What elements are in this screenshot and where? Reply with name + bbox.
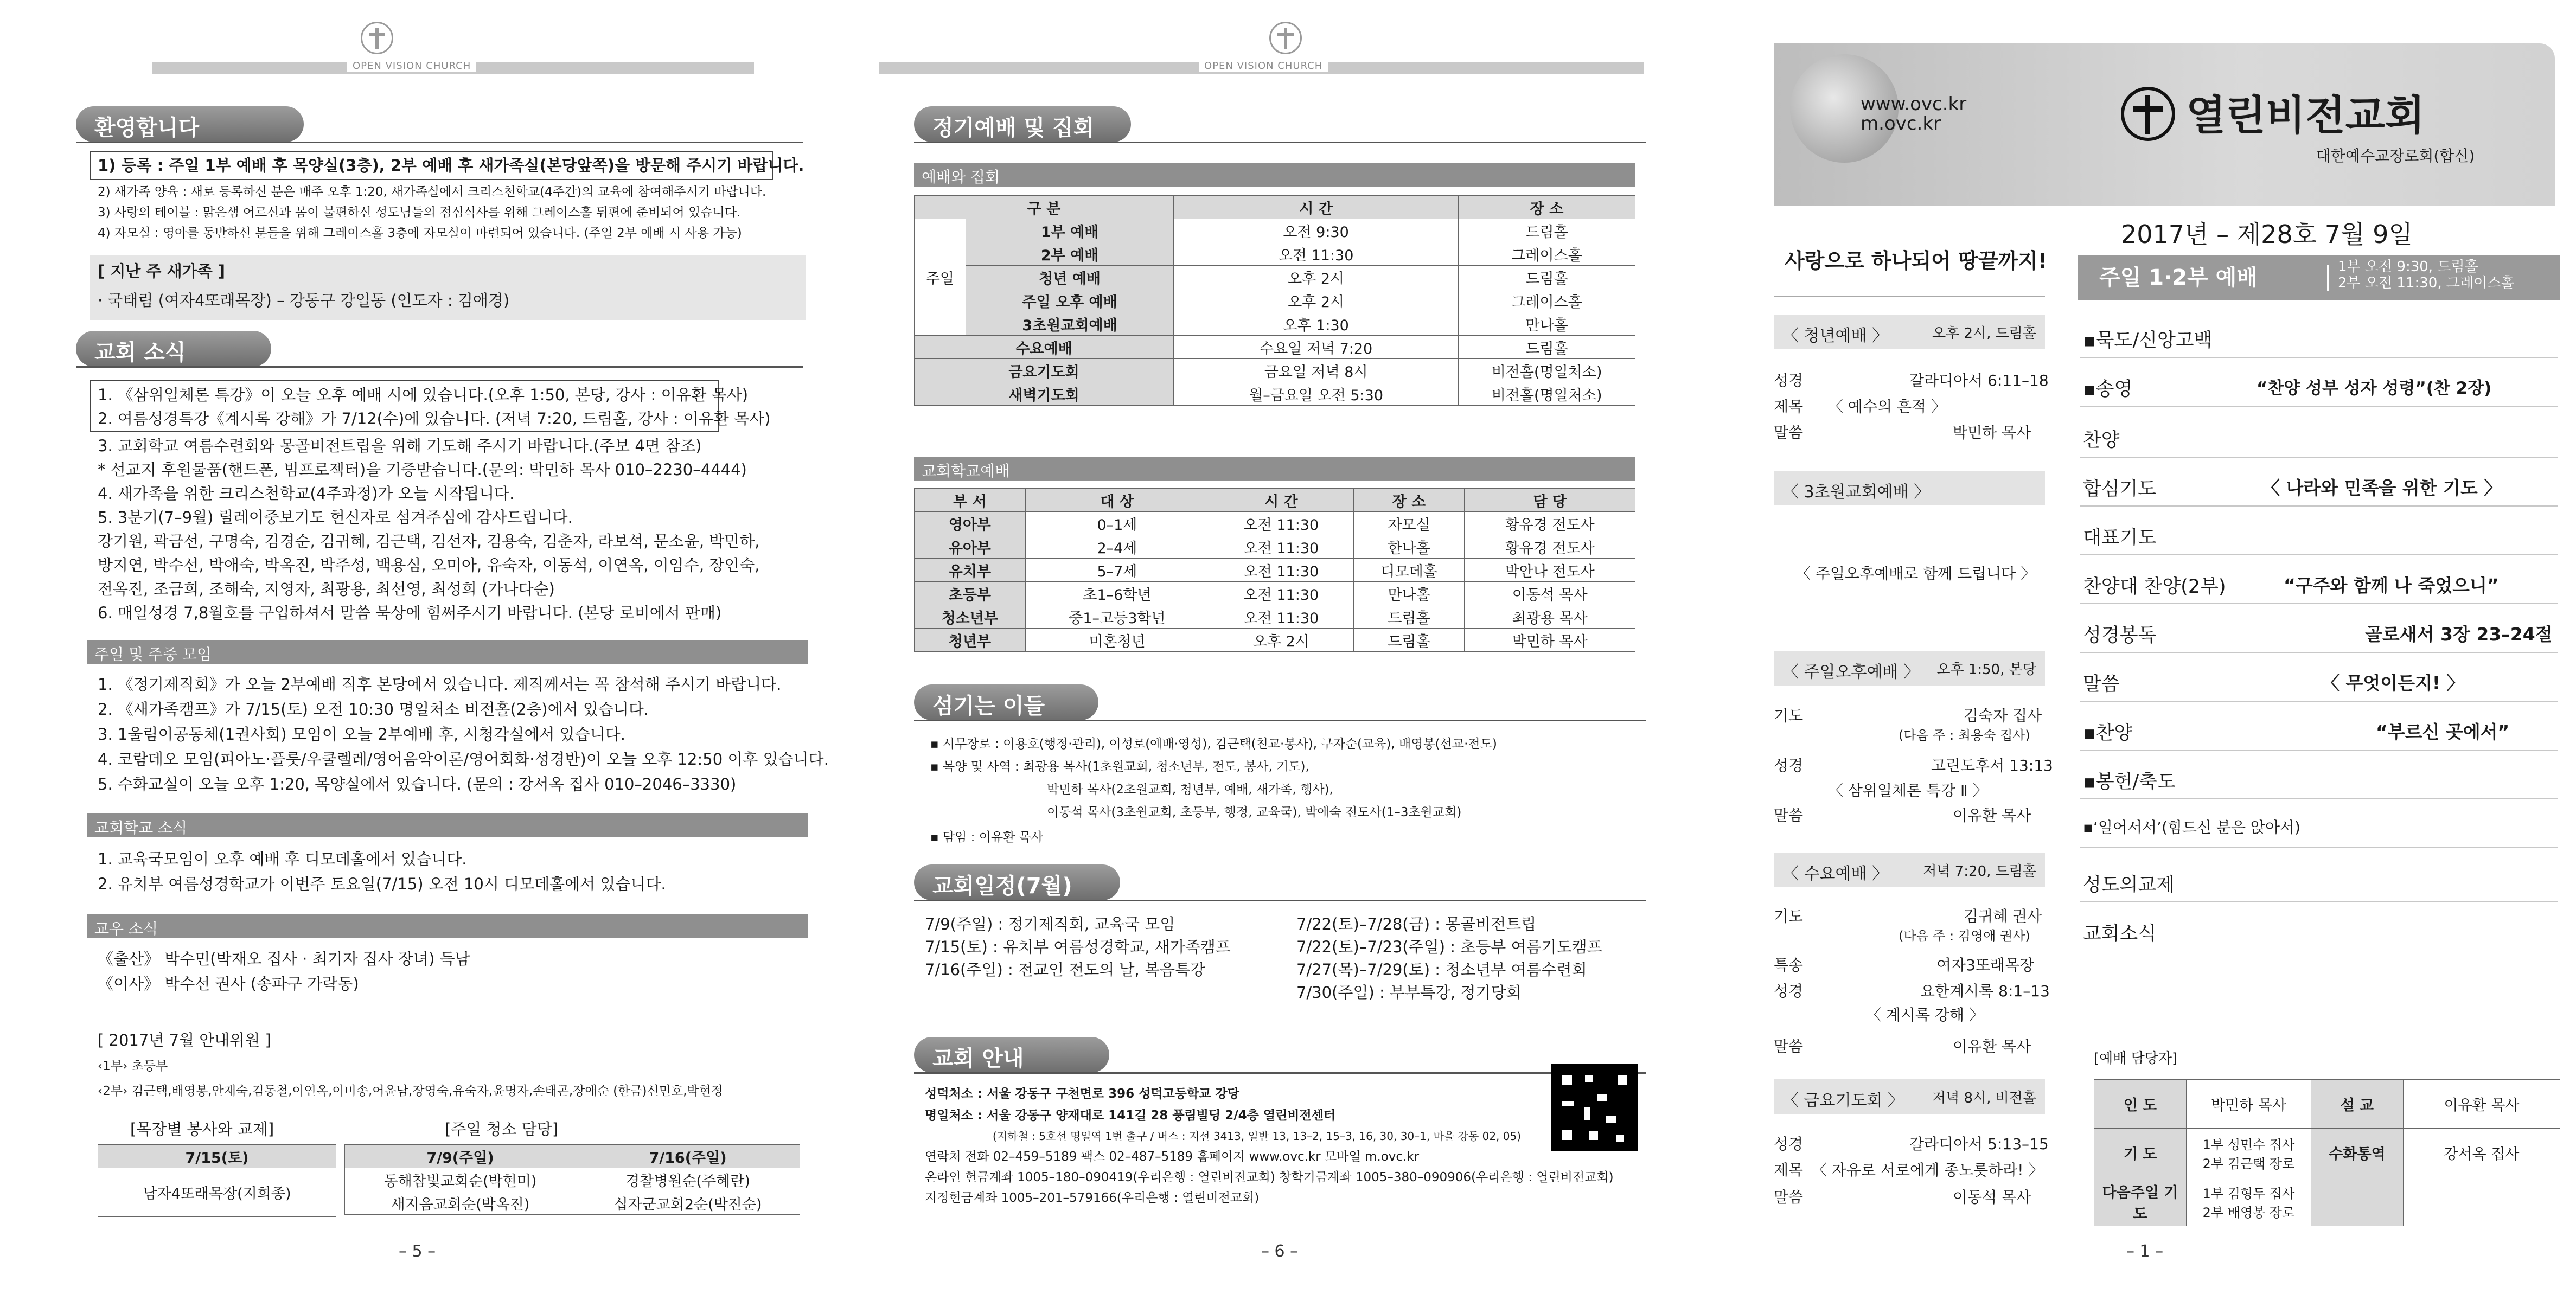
clean-value: 동해참빛교회순(박현미) [345,1168,576,1191]
schedule-item: 7/22(토)–7/28(금) : 몽골비전트립 [1296,915,1537,933]
info-3: (지하철 : 5호선 명일역 1번 출구 / 버스 : 지선 3413, 일반 13, 13–2, 15–3, 16, 30, 30–1, 마을 강동 02, 05) [993,1130,1522,1143]
line-value: 〈 자유로 서로에게 종노릇하라! 〉 [1812,1161,2044,1179]
divider [2080,603,2558,604]
line-value: 이유환 목사 [1953,1037,2031,1055]
info-6: 지정헌금계좌 1005–201–579166(우리은행 : 열린비전교회) [925,1191,1260,1205]
divider [2080,750,2558,751]
line-label: 성경 [1774,757,1804,774]
schedule-item: 7/30(주일) : 부부특강, 정기당회 [1296,983,1522,1002]
info-5: 온라인 헌금계좌 1005–180–090419(우리은행 : 열린비전교회) 창학기금계좌 1005–380–090906(우리은행 : 열린비전교회) [925,1170,1614,1184]
news-5-names-1: 강기원, 곽금선, 구명숙, 김경순, 김귀혜, 김근택, 김선자, 김용숙, 김춘자, 라보석, 문소윤, 박민하, [98,532,760,550]
servers-1: ▪ 시무장로 : 이용호(행정·관리), 이성로(예배·영성), 김근택(친교·봉사), 구자순(교육), 배영봉(선교·전도) [930,737,1497,751]
school-table [914,488,1635,652]
meeting-1: 1. 《정기제직회》가 오늘 2부예배 직후 본당에서 있습니다. 제직께서는 꼭 참석해 주시기 바랍니다. [98,675,782,694]
staff-role [2311,1177,2404,1226]
staff-role: 인 도 [2094,1080,2187,1129]
guide-2: ‹2부› 김근택,배영봉,안재숙,김동철,이연옥,이미송,어윤남,장영숙,유숙자,윤명자,손태곤,장애순 (한금)신민호,박현정 [98,1084,724,1098]
info-4: 연락처 전화 02–459–5189 팩스 02–487–5189 홈페이지 www.ovc.kr 모바일 m.ovc.kr [925,1150,1420,1164]
order-item: 대표기도 [2083,527,2157,549]
serve-title: [목장별 봉사와 교제] [130,1120,274,1138]
clean-value: 새지음교회순(박옥진) [345,1191,576,1215]
line-label: 성경 [1774,982,1804,1000]
target: 초1–6학년 [1025,582,1209,605]
service-place: 그레이스홀 [1459,242,1635,266]
dept: 유아부 [915,535,1026,559]
serve-value: 남자4또래목장(지희종) [98,1168,336,1217]
section-rule [76,142,803,143]
time: 오전 11:30 [1209,535,1354,559]
school-news-1: 1. 교육국모임이 오후 예배 후 디모데홀에서 있습니다. [98,850,467,868]
line-value: 〈 주일오후예배로 함께 드립니다 〉 [1795,565,2036,582]
section-rule [914,900,1646,901]
section-title-schedule: 교회일정(7월) [914,864,1120,900]
service-name: 3초원교회예배 [966,312,1174,336]
issue-date: 2017년 – 제28호 7월 9일 [2121,220,2413,249]
divider [2080,406,2558,407]
divider [2080,652,2558,653]
col-head: 장 소 [1353,489,1465,512]
section-title-servers: 섬기는 이들 [914,684,1098,720]
service-place: 드림홀 [1459,266,1635,289]
church-logo-icon [1269,22,1302,54]
clean-value: 십자군교회2순(박진순) [576,1191,800,1215]
servers-4: 이동석 목사(3초원교회, 초등부, 행정, 교육국), 박애숙 전도사(1–3초원교회) [1047,805,1462,819]
url-1[interactable]: www.ovc.kr [1861,93,1967,115]
line-label: 말씀 [1774,424,1804,441]
section-title-welcome: 환영합니다 [76,106,304,142]
member-news-1: 《출산》 박수민(박재오 집사 · 최기자 집사 장녀) 득남 [98,950,470,968]
order-detail: 〈 무엇이든지! 〉 [2322,672,2465,694]
section-rule [76,366,803,368]
time: 오전 11:30 [1209,605,1354,629]
col-head: 시 간 [1174,196,1459,219]
service-time: 오전 9:30 [1174,219,1459,242]
welcome-4: 4) 자모실 : 영아를 동반하신 분들을 위해 그레이스홀 3층에 자모실이 마련되어 있습니다. (주일 2부 예배 시 사용 가능) [98,226,742,240]
page-5 [0,0,862,1294]
line-label: 제목 [1774,1161,1804,1179]
section-heading: 〈 금요기도회 〉 [1782,1091,1904,1110]
line-value: 김숙자 집사 [1964,707,2042,725]
place: 드림홀 [1353,605,1465,629]
afternoon-service-head [1774,651,2045,686]
line-label: 성경 [1774,1135,1804,1153]
clean-date-2: 7/16(주일) [576,1145,800,1168]
worship-table [914,195,1635,406]
dept: 청년부 [915,629,1026,652]
service-place: 드림홀 [1459,219,1635,242]
service-title: 주일 1·2부 예배 [2099,265,2258,290]
divider [2080,357,2558,358]
col-head: 대 상 [1025,489,1209,512]
divider [2080,554,2558,555]
church-name: 열린비전교회 [2186,91,2425,139]
line-label: 성경 [1774,371,1804,389]
time: 오전 11:30 [1209,512,1354,535]
youth-service-head [1774,315,2045,349]
meeting-5: 5. 수화교실이 오늘 오후 1:20, 목양실에서 있습니다. (문의 : 강서옥 집사 010–2046–3330) [98,775,737,793]
divider [2080,901,2558,902]
target: 중1–고등3학년 [1025,605,1209,629]
service-name: 2부 예배 [966,242,1174,266]
section-heading: 〈 주일오후예배 〉 [1782,663,1920,682]
section-heading: 〈 수요예배 〉 [1782,864,1888,883]
col-head: 구 분 [915,196,1174,219]
divider [2080,798,2558,799]
friday-prayer-head [1774,1079,2045,1114]
news-6: 6. 매일성경 7,8월호를 구입하셔서 말씀 묵상에 힘써주시기 바랍니다. (본당 로비에서 판매) [98,604,722,622]
news-5-names-2: 방지연, 박수선, 박애숙, 박옥진, 박주성, 백용심, 오미아, 유숙자, 이동석, 이연옥, 이임수, 장인숙, [98,556,760,574]
section-meta: 오후 1:50, 본당 [1936,662,2036,678]
page-number: – 6 – [1261,1242,1299,1261]
section-title-worship: 정기예배 및 집회 [914,106,1131,142]
line-label: 기도 [1774,907,1804,925]
order-detail: 〈 나라와 민족을 위한 기도 〉 [2262,477,2502,498]
newfamily-entry: · 국태림 (여자4또래목장) – 강동구 강일동 (인도자 : 김애경) [98,291,510,310]
time: 오후 2시 [1209,629,1354,652]
line-value: 이동석 목사 [1953,1188,2031,1206]
order-item: 말씀 [2083,674,2120,695]
order-item: ▪송영 [2083,379,2133,400]
section-rule [914,720,1646,721]
service-time: 오후 2시 [1174,266,1459,289]
section-title-news: 교회 소식 [76,331,271,367]
wednesday-service-head [1774,853,2045,887]
subsection-school: 교회학교 소식 [87,813,808,837]
service-name: 새벽기도회 [915,382,1174,406]
news-5: 5. 3분기(7–9월) 릴레이중보기도 헌신자로 섬겨주심에 감사드립니다. [98,508,573,527]
order-item: 교회소식 [2083,923,2157,945]
service-name: 수요예배 [915,336,1174,359]
slogan: 사랑으로 하나되어 땅끝까지! [1785,249,2048,273]
service-place: 만나홀 [1459,312,1635,336]
schedule-item: 7/22(토)–7/23(주일) : 초등부 여름기도캠프 [1296,938,1602,956]
col-head: 담 당 [1465,489,1635,512]
subsection-worship: 예배와 집회 [914,163,1635,187]
target: 미혼청년 [1025,629,1209,652]
service-name: 청년 예배 [966,266,1174,289]
line-value: 요한계시록 8:1–13 [1920,982,2050,1000]
order-item: 찬양대 찬양(2부) [2083,576,2226,598]
dept: 유치부 [915,559,1026,582]
page-number: – 5 – [399,1242,436,1261]
staff-name: 강서옥 집사 [2404,1129,2560,1177]
member-news-2: 《이사》 박수선 권사 (송파구 가락동) [98,975,359,993]
order-item: 성도의교제 [2083,874,2175,896]
service-time: 수요일 저녁 7:20 [1174,336,1459,359]
news-3: 3. 교회학교 여름수련회와 몽골비전트립을 위해 기도해 주시기 바랍니다.(주보 4면 참조) [98,437,702,455]
order-detail: “부르신 곳에서” [2376,721,2510,742]
church-logo-icon [361,22,393,54]
top-rule [152,62,754,74]
serve-date: 7/15(토) [98,1145,336,1168]
schedule-item: 7/9(주일) : 정기제직회, 교육국 모임 [925,915,1175,933]
order-detail: 골로새서 3장 23–24절 [2365,624,2553,645]
divider [2080,505,2558,507]
leader: 이동석 목사 [1465,582,1635,605]
line-label: 제목 [1774,398,1804,415]
news-3-note: * 선교지 후원물품(핸드폰, 빔프로젝터)을 기증받습니다.(문의: 박민하 목사 010–2230–4444) [98,460,747,479]
service-name: 1부 예배 [966,219,1174,242]
service-time: 오전 11:30 [1174,242,1459,266]
servers-3: 박민하 목사(2초원교회, 청년부, 예배, 새가족, 행사), [1047,783,1333,797]
top-rule [879,62,1644,74]
staff-role: 기 도 [2094,1129,2187,1177]
leader: 최광용 목사 [1465,605,1635,629]
line-label: 기도 [1774,707,1804,725]
divider [1774,296,2045,297]
line-value: 이유환 목사 [1953,806,2031,824]
leader: 박민하 목사 [1465,629,1635,652]
page-6 [879,0,1725,1294]
service-time-1: 1부 오전 9:30, 드림홀 [2338,259,2478,275]
line-value: (다음 주 : 김영애 권사) [1899,928,2030,944]
schedule-item: 7/27(목)–7/29(토) : 청소년부 여름수련회 [1296,960,1587,979]
church-logo-icon [2121,87,2175,141]
page-number: – 1 – [2126,1242,2164,1261]
section-heading: 〈 청년예배 〉 [1782,326,1888,345]
header-text: OPEN VISION CHURCH [347,60,476,72]
welcome-2: 2) 새가족 양육 : 새로 등록하신 분은 매주 오후 1:20, 새가족실에서 크리스천학교(4주간)의 교육에 참여해주시기 바랍니다. [98,185,766,199]
section-meta: 저녁 7:20, 드림홀 [1923,863,2036,880]
order-detail: “구주와 함께 나 죽었으니” [2284,575,2499,596]
staff-role: 다음주일 기도 [2094,1177,2187,1226]
staff-table [2094,1079,2560,1226]
section-meta: 오후 2시, 드림홀 [1932,325,2036,342]
section-rule [914,142,1646,143]
staff-name: 1부 김형두 집사 2부 배영봉 장로 [2187,1177,2311,1226]
welcome-3: 3) 사랑의 테이블 : 맑은샘 어르신과 몸이 불편하신 성도님들의 점심식사를 위해 그레이스홀 뒤편에 준비되어 있습니다. [98,206,741,220]
divider [2080,847,2558,848]
service-place: 비전홀(명일처소) [1459,359,1635,382]
col-head: 시 간 [1209,489,1354,512]
leader: 박안나 전도사 [1465,559,1635,582]
info-2: 명일처소 : 서울 강동구 양재대로 141길 28 풍림빌딩 2/4층 열린비전센터 [925,1109,1336,1123]
order-item: ▪찬양 [2083,722,2133,744]
target: 0–1세 [1025,512,1209,535]
line-value: 갈라디아서 5:13–15 [1909,1135,2049,1153]
school-news-2: 2. 유치부 여름성경학교가 이번주 토요일(7/15) 오전 10시 디모데홀에서 있습니다. [98,875,666,893]
place: 드림홀 [1353,629,1465,652]
dept: 초등부 [915,582,1026,605]
url-2[interactable]: m.ovc.kr [1861,113,1941,134]
section-title-info: 교회 안내 [914,1037,1109,1073]
order-item: 성경봉독 [2083,625,2157,646]
subsection-school-worship: 교회학교예배 [914,457,1635,481]
service-place: 비전홀(명일처소) [1459,382,1635,406]
clean-value: 경찰병원순(주혜란) [576,1168,800,1191]
service-time: 오후 1:30 [1174,312,1459,336]
service-name: 주일 오후 예배 [966,289,1174,312]
target: 2–4세 [1025,535,1209,559]
line-value: 〈 삼위일체론 특강 Ⅱ 〉 [1828,781,1988,799]
news-4: 4. 새가족을 위한 크리스천학교(4주과정)가 오늘 시작됩니다. [98,484,515,503]
staff-title: [예배 담당자] [2094,1050,2178,1067]
newfamily-title: [ 지난 주 새가족 ] [98,262,225,280]
sunday-label: 주일 [915,219,966,336]
order-item: ▪봉헌/축도 [2083,771,2176,793]
service-time: 금요일 저녁 8시 [1174,359,1459,382]
news-2: 2. 여름성경특강《계시록 강해》가 7/12(수)에 있습니다. (저녁 7:20, 드림홀, 강사 : 이유환 목사) [98,409,771,428]
place: 자모실 [1353,512,1465,535]
line-value: 〈 계시록 강해 〉 [1866,1006,1984,1024]
place: 디모데홀 [1353,559,1465,582]
service-name: 금요기도회 [915,359,1174,382]
denomination: 대한예수교장로회(합신) [2316,147,2475,165]
staff-role: 수화통역 [2311,1129,2404,1177]
line-value: (다음 주 : 최용숙 집사) [1899,728,2030,743]
news-1: 1. 《삼위일체론 특강》이 오늘 오후 예배 시에 있습니다.(오후 1:50, 본당, 강사 : 이유환 목사) [98,386,749,404]
line-label: 말씀 [1774,1188,1804,1206]
subsection-members: 교우 소식 [87,914,808,938]
schedule-item: 7/16(주일) : 전교인 전도의 날, 복음특강 [925,960,1206,979]
meeting-4: 4. 코람데오 모임(피아노·플룻/우쿨렐레/영어음악이론/영어회화·성경반)이 오늘 오후 12:50 이후 있습니다. [98,750,829,768]
service-place: 그레이스홀 [1459,289,1635,312]
meeting-3: 3. 1울림이공동체(1권사회) 모임이 오늘 2부예배 후, 시청각실에서 있습니다. [98,725,626,744]
welcome-1: 1) 등록 : 주일 1부 예배 후 목양실(3층), 2부 예배 후 새가족실(본당앞쪽)을 방문해 주시기 바랍니다. [98,156,804,175]
staff-name: 박민하 목사 [2187,1080,2311,1129]
guide-title: [ 2017년 7월 안내위원 ] [98,1031,271,1049]
page-1 [1774,0,2576,1294]
staff-role: 설 교 [2311,1080,2404,1129]
staff-name [2404,1177,2560,1226]
leader: 황유경 전도사 [1465,512,1635,535]
info-1: 성덕처소 : 서울 강동구 구천면로 396 성덕고등학교 강당 [925,1087,1239,1101]
header-text: OPEN VISION CHURCH [1199,60,1328,72]
section-rule [914,1072,1646,1074]
time: 오전 11:30 [1209,559,1354,582]
place: 만나홀 [1353,582,1465,605]
guide-1: ‹1부› 초등부 [98,1059,168,1073]
clean-table [344,1144,800,1215]
line-label: 특송 [1774,956,1804,974]
cell3-service-head [1774,471,2045,505]
servers-2: ▪ 목양 및 사역 : 최광용 목사(1초원교회, 청소년부, 전도, 봉사, 기도), [930,760,1309,774]
line-value: 고린도후서 13:13 [1931,757,2053,774]
line-value: 김귀혜 권사 [1964,907,2042,925]
target: 5–7세 [1025,559,1209,582]
schedule-item: 7/15(토) : 유치부 여름성경학교, 새가족캠프 [925,938,1231,956]
subsection-meetings: 주일 및 주중 모임 [87,640,808,664]
line-value: 박민하 목사 [1953,424,2031,441]
line-label: 말씀 [1774,806,1804,824]
order-item: 합심기도 [2083,478,2157,500]
servers-5: ▪ 담임 : 이유환 목사 [930,830,1044,844]
place: 한나홀 [1353,535,1465,559]
col-head: 장 소 [1459,196,1635,219]
staff-name: 이유환 목사 [2404,1080,2560,1129]
clean-title: [주일 청소 담당] [445,1120,559,1138]
divider [2327,265,2329,291]
news-5-names-3: 전옥진, 조금희, 조해숙, 지영자, 최광용, 최선영, 최성희 (가나다순) [98,580,555,598]
serve-table [98,1144,336,1217]
qr-code-icon [1551,1064,1638,1151]
col-head: 부 서 [915,489,1026,512]
leader: 황유경 전도사 [1465,535,1635,559]
meeting-2: 2. 《새가족캠프》가 7/15(토) 오전 10:30 명일처소 비전홀(2층)에서 있습니다. [98,700,649,719]
staff-name: 1부 성민수 집사 2부 김근택 장로 [2187,1129,2311,1177]
line-label: 말씀 [1774,1037,1804,1055]
dept: 영아부 [915,512,1026,535]
order-item: ▪묵도/신앙고백 [2083,330,2213,351]
order-detail: “찬양 성부 성자 성령”(찬 2장) [2257,379,2492,398]
section-heading: 〈 3초원교회예배 〉 [1782,483,1931,502]
dept: 청소년부 [915,605,1026,629]
divider [2080,457,2558,458]
line-value: 여자3또래목장 [1936,956,2035,974]
order-item: ▪‘일어서서’(힘드신 분은 앉아서) [2083,818,2301,836]
service-time-2: 2부 오전 11:30, 그레이스홀 [2338,275,2515,291]
section-meta: 저녁 8시, 비전홀 [1932,1090,2036,1106]
line-value: 갈라디아서 6:11–18 [1909,371,2049,389]
clean-date-1: 7/9(주일) [345,1145,576,1168]
service-time: 월–금요일 오전 5:30 [1174,382,1459,406]
time: 오전 11:30 [1209,582,1354,605]
order-item: 찬양 [2083,430,2120,451]
service-place: 드림홀 [1459,336,1635,359]
divider [2080,701,2558,702]
line-value: 〈 예수의 흔적 〉 [1828,398,1946,415]
service-time: 오후 2시 [1174,289,1459,312]
